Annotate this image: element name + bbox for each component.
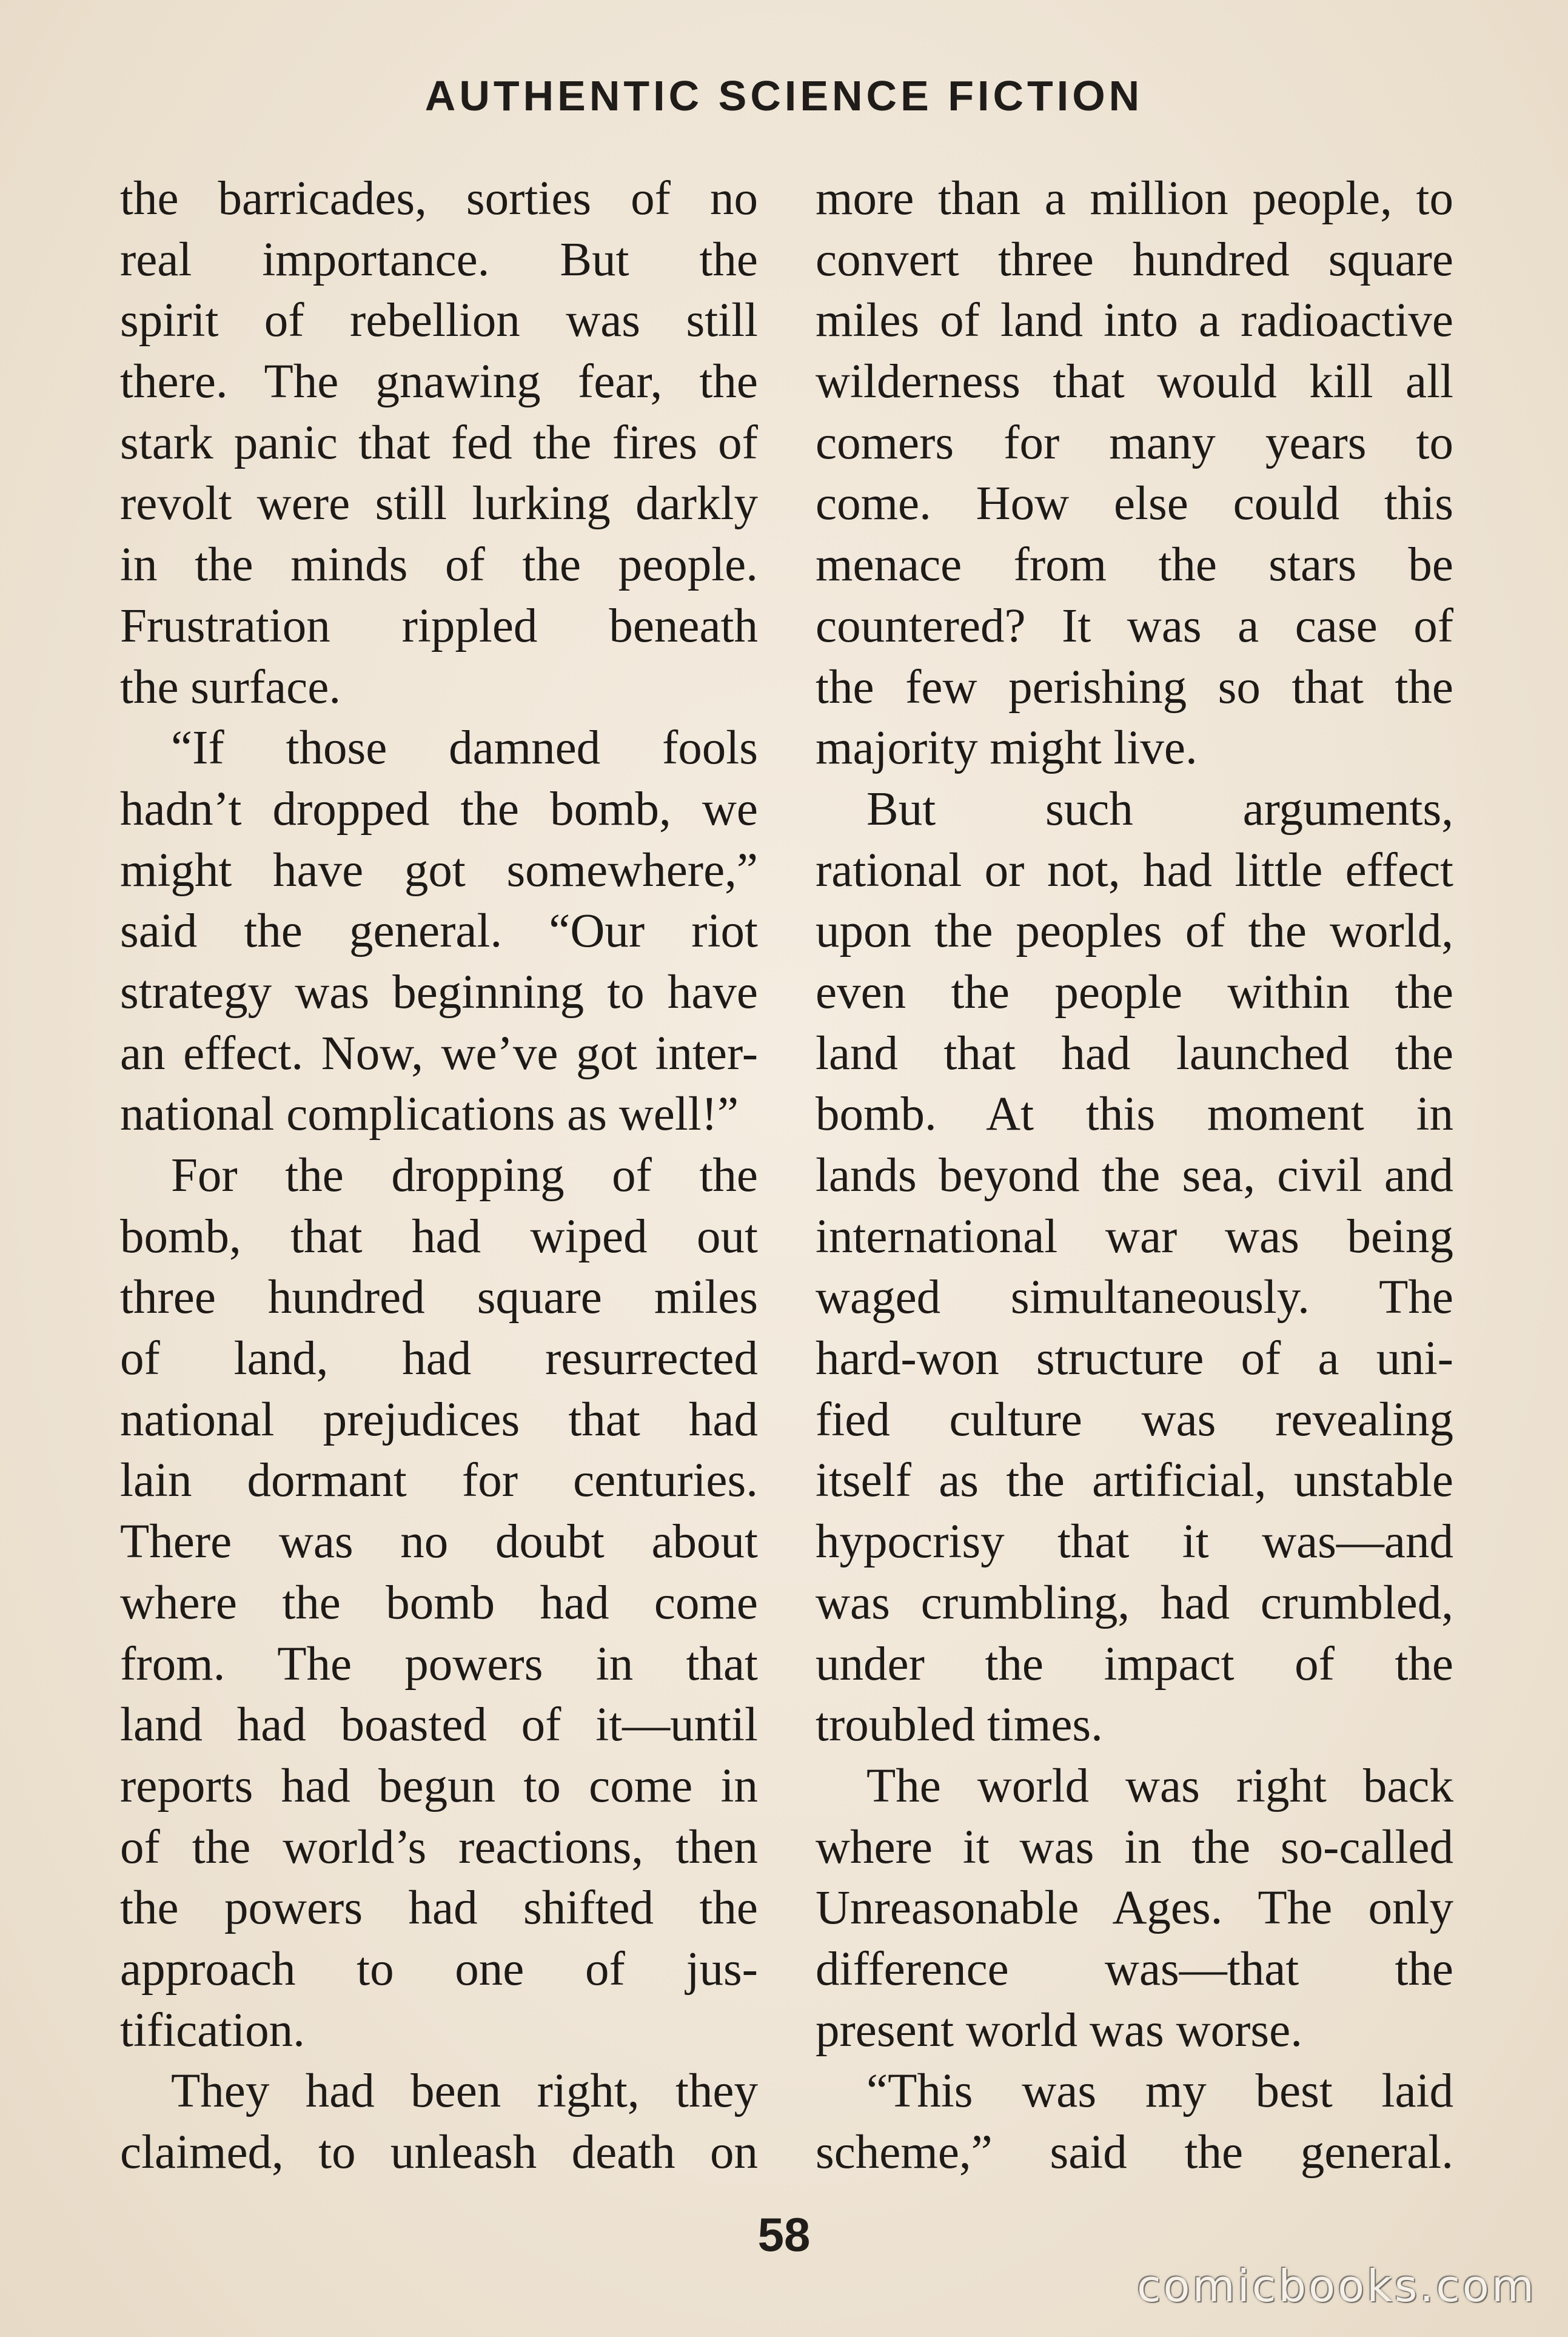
text-line: reports had begun to come in <box>120 1759 758 1812</box>
text-line: “This was my best laid <box>866 2065 1453 2118</box>
text-line: bomb. At this moment in <box>816 1088 1453 1141</box>
text-line: troubled times. <box>816 1698 1103 1752</box>
text-line: bomb, that had wiped out <box>120 1210 758 1263</box>
text-line: strategy was beginning to have <box>120 965 758 1019</box>
text-line: countered? It was a case of <box>816 599 1453 652</box>
text-line: stark panic that fed the fires of <box>120 416 758 469</box>
text-line: There was no doubt about <box>120 1515 758 1569</box>
text-line: For the dropping of the <box>171 1149 758 1202</box>
text-line: upon the peoples of the world, <box>816 905 1453 958</box>
text-line: where it was in the so-called <box>816 1820 1453 1874</box>
text-line: scheme,” said the general. <box>816 2126 1453 2179</box>
text-line: said the general. “Our riot <box>120 905 758 958</box>
text-line: of the world’s reactions, then <box>120 1820 758 1874</box>
text-line: waged simultaneously. The <box>816 1271 1453 1324</box>
text-line: an effect. Now, we’ve got inter- <box>120 1027 758 1080</box>
text-line: real importance. But the <box>120 233 758 286</box>
text-line: rational or not, had little effect <box>816 843 1453 897</box>
text-line: come. How else could this <box>816 477 1453 531</box>
text-line: lands beyond the sea, civil and <box>816 1149 1453 1202</box>
left-column <box>120 169 758 2184</box>
text-line: Frustration rippled beneath <box>120 599 758 652</box>
text-line: wilderness that would kill all <box>816 355 1453 409</box>
text-line: But such arguments, <box>866 782 1453 836</box>
text-line: convert three hundred square <box>816 233 1453 286</box>
text-line: there. The gnawing fear, the <box>120 355 758 409</box>
watermark: comicbooks.com <box>1136 2261 1536 2312</box>
running-head: AUTHENTIC SCIENCE FICTION <box>424 72 1144 119</box>
text-line: even the people within the <box>816 965 1453 1019</box>
text-line: spirit of rebellion was still <box>120 294 758 347</box>
text-line: national complications as well!” <box>120 1088 739 1141</box>
text-line: of land, had resurrected <box>120 1332 758 1386</box>
text-line: The world was right back <box>866 1759 1453 1812</box>
text-line: fied culture was revealing <box>816 1393 1453 1446</box>
text-line: from. The powers in that <box>120 1637 758 1691</box>
text-line: more than a million people, to <box>816 172 1453 225</box>
text-line: was crumbling, had crumbled, <box>816 1576 1453 1629</box>
text-line: claimed, to unleash death on <box>120 2126 758 2179</box>
text-line: hypocrisy that it was—and <box>816 1515 1453 1569</box>
text-line: hadn’t dropped the bomb, we <box>120 782 758 836</box>
text-line: present world was worse. <box>816 2003 1302 2057</box>
text-line: difference was—that the <box>816 1942 1453 1996</box>
text-line: majority might live. <box>816 722 1198 775</box>
text-line: under the impact of the <box>816 1637 1453 1691</box>
text-line: hard-won structure of a uni- <box>816 1332 1453 1386</box>
text-line: comers for many years to <box>816 416 1453 469</box>
text-line: the barricades, sorties of no <box>120 172 758 225</box>
text-line: where the bomb had come <box>120 1576 758 1629</box>
text-line: “If those damned fools <box>171 722 758 775</box>
text-line: lain dormant for centuries. <box>120 1454 758 1507</box>
text-line: might have got somewhere,” <box>120 843 758 897</box>
text-line: in the minds of the people. <box>120 538 758 592</box>
text-line: approach to one of jus- <box>120 1942 758 1996</box>
text-line: land had boasted of it—until <box>120 1698 758 1752</box>
text-line: Unreasonable Ages. The only <box>816 1882 1453 1935</box>
text-line: the surface. <box>120 660 341 714</box>
text-line: miles of land into a radioactive <box>816 294 1453 347</box>
text-line: revolt were still lurking darkly <box>120 477 758 531</box>
text-line: tification. <box>120 2003 305 2057</box>
text-line: the powers had shifted the <box>120 1882 758 1935</box>
right-column <box>816 169 1453 2184</box>
text-line: itself as the artificial, unstable <box>816 1454 1453 1507</box>
text-line: the few perishing so that the <box>816 660 1453 714</box>
text-line: national prejudices that had <box>120 1393 758 1446</box>
text-line: land that had launched the <box>816 1027 1453 1080</box>
text-line: They had been right, they <box>171 2065 758 2118</box>
page-number: 58 <box>757 2208 811 2261</box>
text-line: three hundred square miles <box>120 1271 758 1324</box>
text-line: menace from the stars be <box>816 538 1453 592</box>
text-line: international war was being <box>816 1210 1453 1263</box>
